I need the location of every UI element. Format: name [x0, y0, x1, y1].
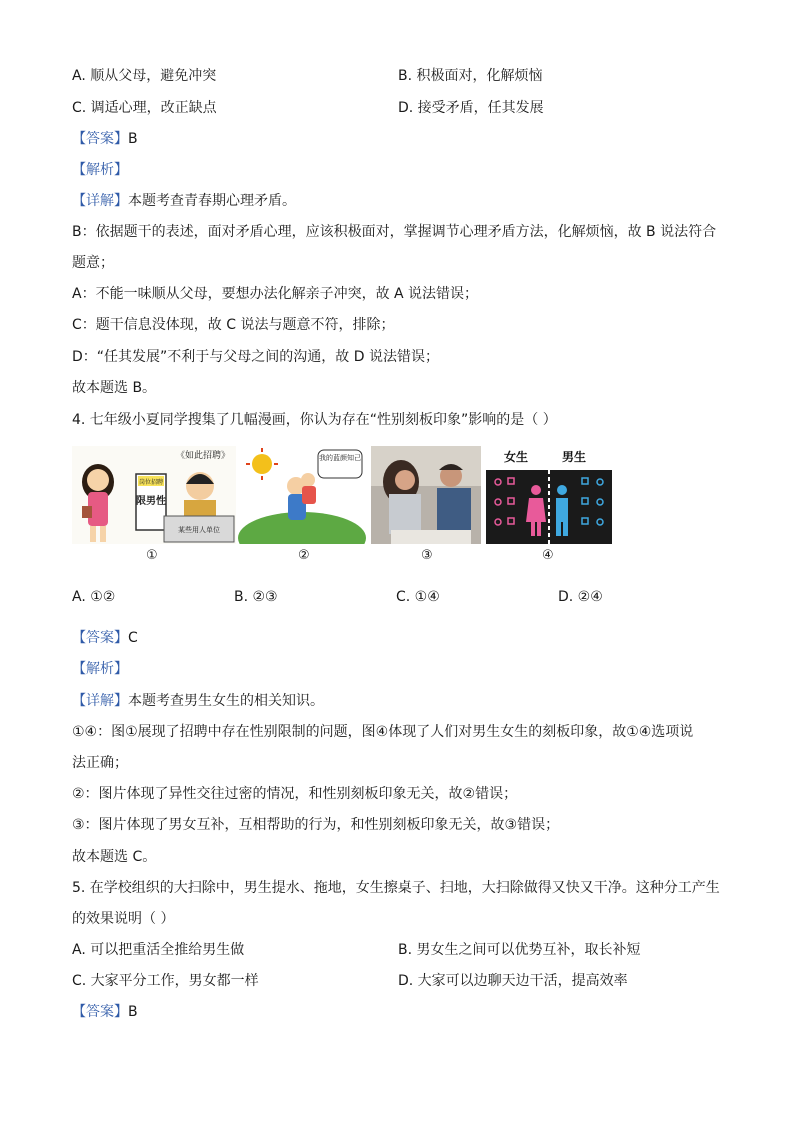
- caption-3: ③: [421, 548, 433, 563]
- q3-explanation-line: B：依据题干的表述，面对矛盾心理，应该积极面对，掌握调节心理矛盾方法，化解烦恼，故 B 说法符合: [72, 224, 717, 240]
- label-girls: 女生: [503, 450, 529, 464]
- q5-question-line1: 5. 在学校组织的大扫除中，男生提水、拖地，女生擦桌子、扫地，大扫除做得又快又干净。这种分工产生: [72, 880, 720, 896]
- q5-answer-line: [72, 1002, 138, 1022]
- answer-tag: 【答案】: [72, 630, 128, 646]
- q5-option-a: A. 可以把重活全推给男生做: [72, 942, 245, 958]
- detail-tag: 【详解】: [72, 193, 128, 209]
- gender-stereotype-illustration: [486, 446, 612, 544]
- q3-option-b: B. 积极面对，化解烦恼: [398, 68, 543, 84]
- q3-option-a: A. 顺从父母，避免冲突: [72, 68, 217, 84]
- q4-question: 4. 七年级小夏同学搜集了几幅漫画，你认为存在“性别刻板印象”影响的是（ ）: [72, 412, 557, 428]
- q4-option-b: B. ②③: [234, 589, 278, 605]
- q4-option-d: D. ②④: [558, 589, 603, 605]
- answer-value: C: [128, 630, 138, 646]
- desk-label: 某些用人单位: [178, 526, 220, 534]
- caption-2: ②: [298, 548, 310, 563]
- caption-4: ④: [542, 548, 554, 563]
- cartoon-recruitment: [72, 446, 236, 544]
- q3-option-c: C. 调适心理，改正缺点: [72, 100, 217, 116]
- cartoon-title: 《如此招聘》: [176, 451, 231, 461]
- q3-option-d: D. 接受矛盾，任其发展: [398, 100, 544, 116]
- answer-value: B: [128, 1004, 138, 1020]
- q4-analysis-tag: 【解析】: [72, 661, 128, 677]
- q5-option-d: D. 大家可以边聊天边干活，提高效率: [398, 973, 628, 989]
- q4-explanation-line: ③：图片体现了男女互补，互相帮助的行为，和性别刻板印象无关，故③错误；: [72, 817, 560, 833]
- q3-answer-line: [72, 129, 138, 149]
- photo-studying-together: [371, 446, 481, 544]
- q4-option-a: A. ①②: [72, 589, 116, 605]
- q3-explanation-line: D：“任其发展”不利于与父母之间的沟通，故 D 说法错误；: [72, 349, 439, 365]
- sign-board-text: 岗位招聘: [138, 479, 164, 486]
- detail-text: 本题考查男生女生的相关知识。: [128, 693, 324, 709]
- q3-explanation-line: 题意；: [72, 255, 114, 271]
- q3-explanation-line: A：不能一味顺从父母，要想办法化解亲子冲突，故 A 说法错误；: [72, 286, 479, 302]
- q3-explanation-line: C：题干信息没体现，故 C 说法与题意不符，排除；: [72, 317, 395, 333]
- q3-analysis-tag: 【解析】: [72, 162, 128, 178]
- q4-answer-line: [72, 628, 138, 648]
- q3-detail-line: [72, 191, 296, 211]
- sign-board-text2: 限男性: [136, 496, 166, 507]
- q4-detail-line: [72, 691, 324, 711]
- detail-tag: 【详解】: [72, 693, 128, 709]
- caption-1: ①: [146, 548, 158, 563]
- answer-tag: 【答案】: [72, 1004, 128, 1020]
- answer-value: B: [128, 131, 138, 147]
- q4-explanation-line: ②：图片体现了异性交往过密的情况，和性别刻板印象无关，故②错误；: [72, 786, 518, 802]
- q5-question-line2: 的效果说明（ ）: [72, 911, 175, 927]
- q3-conclusion-line: 故本题选 B。: [72, 380, 157, 396]
- q5-option-c: C. 大家平分工作，男女都一样: [72, 973, 259, 989]
- q4-conclusion-line: 故本题选 C。: [72, 849, 157, 865]
- q5-option-b: B. 男女生之间可以优势互补，取长补短: [398, 942, 641, 958]
- q4-option-c: C. ①④: [396, 589, 440, 605]
- cartoon-close-friend: [238, 446, 366, 544]
- q4-explanation-line: 法正确；: [72, 755, 128, 771]
- detail-text: 本题考查青春期心理矛盾。: [128, 193, 296, 209]
- answer-tag: 【答案】: [72, 131, 128, 147]
- q4-explanation-line: ①④：图①展现了招聘中存在性别限制的问题，图④体现了人们对男生女生的刻板印象，故①④选项说: [72, 724, 694, 740]
- speech-bubble: 我的蓝颜知己: [319, 454, 361, 462]
- label-boys: 男生: [561, 450, 587, 464]
